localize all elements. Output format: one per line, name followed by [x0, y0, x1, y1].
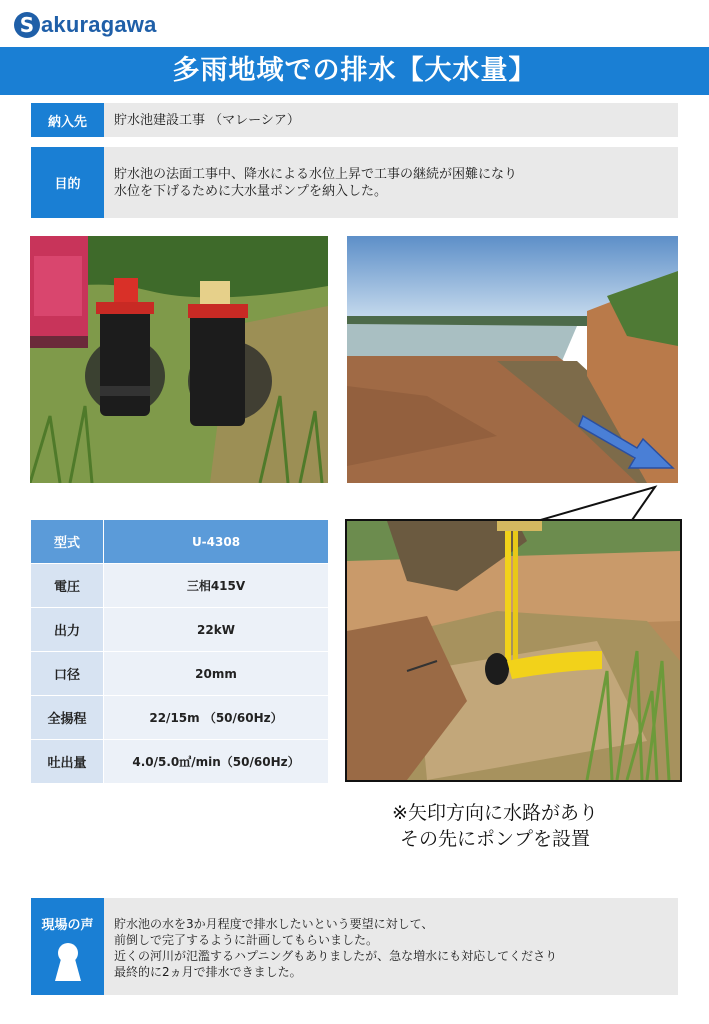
spec-value: 4.0/5.0㎥/min（50/60Hz）	[104, 740, 328, 783]
spec-key: 全揚程	[31, 696, 103, 739]
callout-pointer	[530, 483, 670, 523]
logo-text: akuragawa	[41, 12, 157, 37]
note-line: ※矢印方向に水路があり	[392, 802, 598, 824]
spec-value: 22/15m （50/60Hz）	[104, 696, 328, 739]
reservoir-photo	[347, 236, 678, 483]
spec-value: 22kW	[104, 608, 328, 651]
delivery-value	[104, 103, 678, 137]
voice-label: 現場の声	[41, 918, 94, 933]
spec-row	[31, 696, 328, 739]
spec-key: 電圧	[31, 564, 103, 607]
spec-row	[31, 652, 328, 695]
spec-value: U-4308	[104, 520, 328, 563]
page-title: 多雨地域での排水【大水量】	[0, 47, 709, 95]
note-line: その先にポンプを設置	[399, 828, 590, 850]
spec-key: 吐出量	[31, 740, 103, 783]
voice-line: 最終的に2ヵ月で排水できました。	[114, 965, 302, 979]
spec-value: 三相415V	[104, 564, 328, 607]
voice-line: 近くの河川が氾濫するハプニングもありましたが、急な増水にも対応してくださり	[114, 949, 558, 963]
voice-line: 前倒しで完了するように計画してもらいました。	[114, 933, 379, 947]
person-keyhole-icon	[51, 941, 85, 981]
spec-key: 口径	[31, 652, 103, 695]
purpose-line: 貯水池の法面工事中、降水による水位上昇で工事の継続が困難になり	[114, 166, 518, 182]
spec-header-row	[31, 520, 328, 563]
spec-key: 出力	[31, 608, 103, 651]
delivery-label: 納入先	[31, 103, 104, 137]
voice-line: 貯水池の水を3か月程度で排水したいという要望に対して、	[114, 917, 434, 931]
spec-table	[31, 520, 328, 784]
spec-key: 型式	[31, 520, 103, 563]
purpose-line: 水位を下げるために大水量ポンプを納入した。	[114, 183, 388, 199]
pump-channel-photo	[345, 519, 682, 782]
spec-row	[31, 740, 328, 783]
purpose-label: 目的	[31, 147, 104, 218]
spec-row	[31, 564, 328, 607]
spec-value: 20mm	[104, 652, 328, 695]
spec-row	[31, 608, 328, 651]
voice-label-box	[31, 898, 104, 995]
brand-logo	[14, 8, 157, 42]
purpose-body	[104, 147, 678, 218]
delivery-text: 貯水池建設工事 （マレーシア）	[114, 112, 300, 128]
pump-photo	[30, 236, 328, 483]
photo-note	[345, 800, 645, 852]
voice-body	[104, 898, 678, 995]
logo-mark: S	[14, 12, 40, 38]
